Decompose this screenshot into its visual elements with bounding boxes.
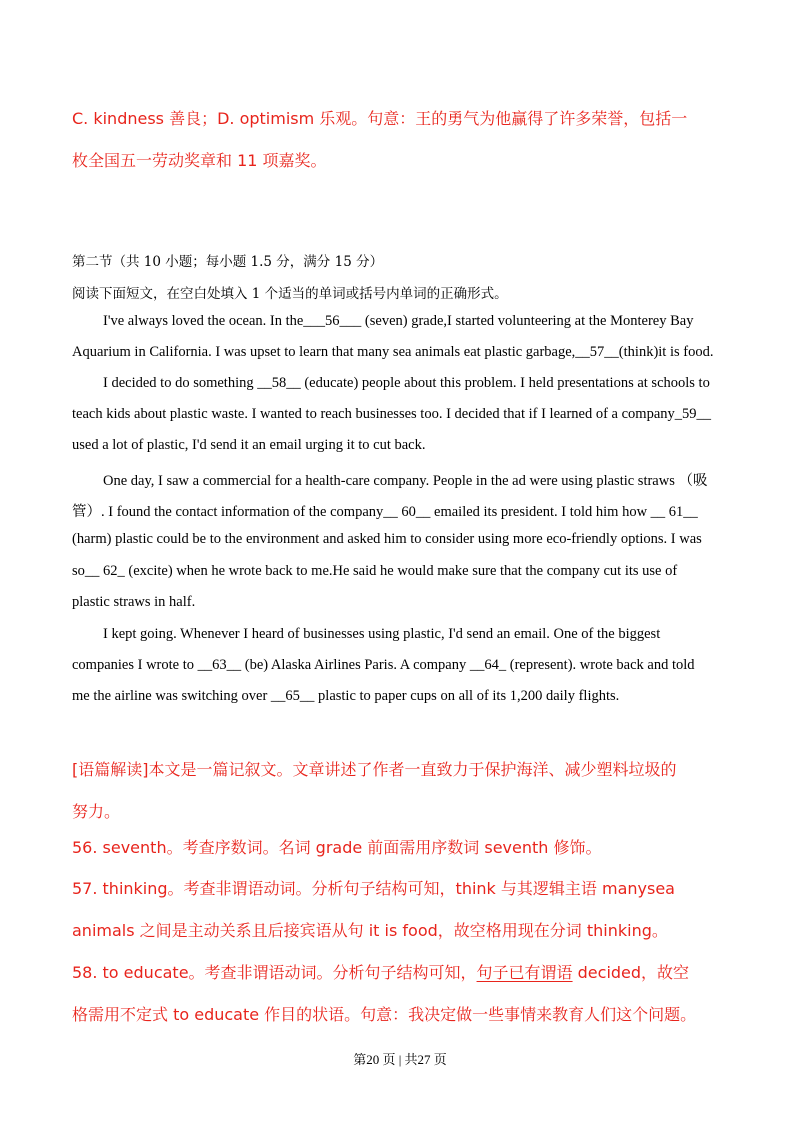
passage-analysis-intro: [语篇解读]本文是一篇记叙文。文章讲述了作者一直致力于保护海洋、减少塑料垃圾的 bbox=[72, 760, 677, 779]
passage-line: (harm) plastic could be to the environment and asked him to consider using more eco-friendly options. I was bbox=[72, 531, 702, 547]
answer-58-text-end: decided，故空 bbox=[572, 963, 690, 982]
passage-line: teach kids about plastic waste. I wanted to reach businesses too. I decided that if I learned of a company_59__ bbox=[72, 406, 711, 422]
answer-58-cont: 格需用不定式 to educate 作目的状语。句意：我决定做一些事情来教育人们这个问题。 bbox=[72, 1005, 697, 1024]
answer-58-text: 58. to educate。考查非谓语动词。分析句子结构可知， bbox=[72, 963, 477, 982]
section-instruction: 阅读下面短文，在空白处填入 1 个适当的单词或括号内单词的正确形式。 bbox=[72, 286, 508, 302]
passage-line: used a lot of plastic, I'd send it an email urging it to cut back. bbox=[72, 437, 426, 453]
passage-line: 管）. I found the contact information of the company__ 60__ emailed its president. I told him how __ 61__ bbox=[72, 504, 698, 520]
passage-line: I decided to do something __58__ (educate) people about this problem. I held presentations at schools to bbox=[103, 375, 710, 391]
passage-analysis-intro-cont: 努力。 bbox=[72, 802, 121, 821]
section-header: 第二节（共 10 小题；每小题 1.5 分，满分 15 分） bbox=[72, 254, 384, 270]
passage-line: plastic straws in half. bbox=[72, 594, 196, 610]
answer-explanation-line-1: C. kindness 善良；D. optimism 乐观。句意：王的勇气为他赢得了许多荣誉，包括一 bbox=[72, 109, 688, 128]
passage-line: Aquarium in California. I was upset to learn that many sea animals eat plastic garbage,__57__(think)it is food. bbox=[72, 344, 714, 360]
passage-line: me the airline was switching over __65__ plastic to paper cups on all of its 1,200 daily flights. bbox=[72, 688, 620, 704]
answer-56: 56. seventh。考查序数词。名词 grade 前面需用序数词 seventh 修饰。 bbox=[72, 838, 602, 857]
passage-line: so__ 62_ (excite) when he wrote back to me.He said he would make sure that the company cut its use of bbox=[72, 563, 678, 579]
page-footer: 第20 页 | 共27 页 bbox=[353, 1052, 447, 1067]
answer-57: 57. thinking。考查非谓语动词。分析句子结构可知，think 与其逻辑主语 manysea bbox=[72, 879, 675, 898]
answer-57-cont: animals 之间是主动关系且后接宾语从句 it is food，故空格用现在分词 thinking。 bbox=[72, 921, 668, 940]
underlined-phrase: 句子已有谓语 bbox=[476, 963, 573, 982]
answer-explanation-line-2: 枚全国五一劳动奖章和 11 项嘉奖。 bbox=[72, 151, 327, 170]
passage-line: One day, I saw a commercial for a health-care company. People in the ad were using plastic straws （吸 bbox=[103, 473, 708, 489]
answer-58 bbox=[72, 960, 689, 983]
passage-line: companies I wrote to __63__ (be) Alaska Airlines Paris. A company __64_ (represent). wrote back and told bbox=[72, 657, 695, 673]
passage-line: I kept going. Whenever I heard of businesses using plastic, I'd send an email. One of the biggest bbox=[103, 626, 661, 642]
passage-line: I've always loved the ocean. In the___56___ (seven) grade,I started volunteering at the Monterey Bay bbox=[103, 313, 694, 329]
